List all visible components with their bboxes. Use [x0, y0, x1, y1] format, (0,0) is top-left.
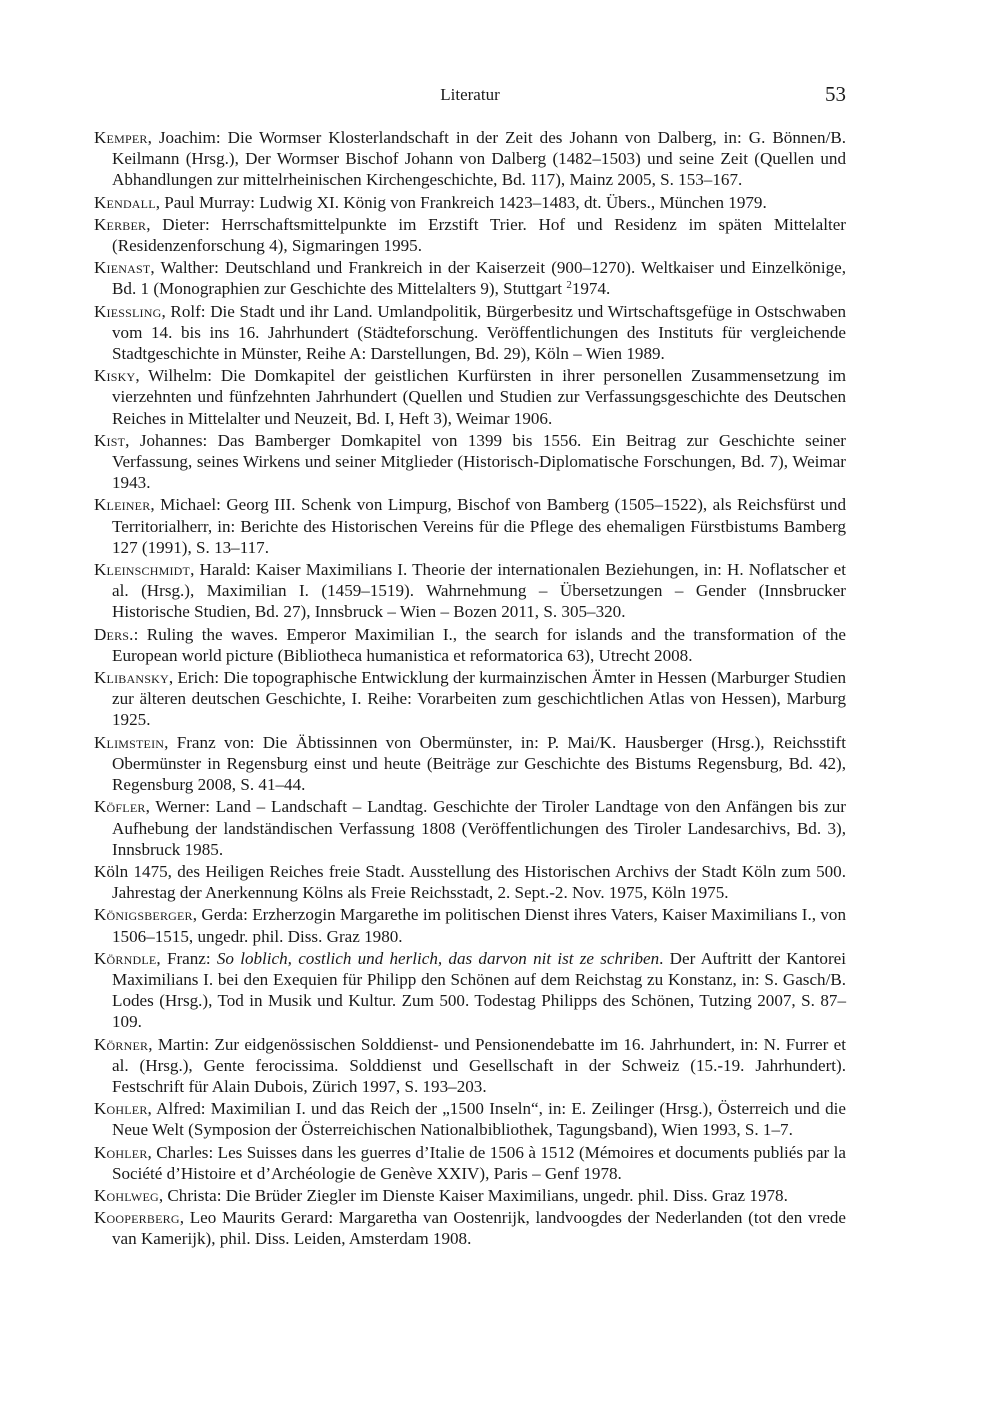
entry-author: Kist [94, 430, 126, 450]
running-head [0, 82, 1004, 108]
bibliography-entry [94, 667, 846, 731]
entry-author: Kienast [94, 258, 151, 278]
entry-author: Kiessling [94, 301, 162, 321]
entry-text: , Paul Murray: Ludwig XI. König von Frankreich 1423–1483, dt. Übers., München 1979. [155, 192, 767, 212]
entry-author: Kohler [94, 1142, 148, 1162]
entry-author: Kooperberg [94, 1208, 180, 1228]
bibliography-entry [94, 861, 846, 903]
bibliography-entry [94, 127, 846, 191]
entry-author: Ders. [94, 624, 134, 644]
entry-author: Kemper [94, 128, 148, 147]
bibliography-entry [94, 559, 846, 623]
entry-text: , Michael: Georg III. Schenk von Limpurg, Bischof von Bamberg (1505–1522), als Reichsfürst und Territorialherr, in: Berichte des Historischen Vereins für die Pflege des ehemaligen Fürstbistums Bamberg 127 (1991), S. 13–117. [112, 495, 846, 557]
entry-text: , Walther: Deutschland und Frankreich in der Kaiserzeit (900–1270). Weltkaiser und Einzelkönige, Bd. 1 (Monographien zur Geschichte des Mittelalters 9), Stuttgart [112, 258, 846, 299]
entry-text: Köln 1475, des Heiligen Reiches freie Stadt. Ausstellung des Historischen Archivs der Stadt Köln zum 500. Jahrestag der Anerkennung Kölns als Freie Reichsstadt, 2. Sept.-2. Nov. 1975, Köln 1975. [94, 861, 846, 903]
entry-text-after: . Der Auftritt der Kantorei Maximilians I. bei den Exequien für Philipp den Schönen auf dem Reichstag zu Konstanz, in: S. Gasch/B. Lodes (Hrsg.), Tod in Musik und Kultur. Zum 500. Todestag Philipps des Schönen, Tutzing 2007, S. 87–109. [112, 948, 846, 1032]
entry-text: , Martin: Zur eidgenössischen Solddienst- und Pensionendebatte im 16. Jahrhundert, in: N. Furrer et al. (Hrsg.), Gente ferocissima. Solddienst und Gesellschaft in der Schweiz (15.-19. Jahrhundert). Festschrift für Alain Dubois, Zürich 1997, S. 193–203. [112, 1034, 846, 1096]
entry-text: , Alfred: Maximilian I. und das Reich der „1500 Inseln“, in: E. Zeilinger (Hrsg.), Österreich und die Neue Welt (Symposion der Österreichischen Nationalbibliothek, Tagungsband), Wien 1993, S. 1–7. [112, 1099, 846, 1140]
entry-text: , Wilhelm: Die Domkapitel der geistlichen Kurfürsten in ihrer personellen Zusammensetzung im vierzehnten und fünfzehnten Jahrhundert (Quellen und Studien zur Verfassungsgeschichte des Deutschen Reiches in Mittelalter und Neuzeit, Bd. I, Heft 3), Weimar 1906. [112, 366, 846, 428]
bibliography-entry [94, 365, 846, 429]
bibliography-entry [94, 1185, 846, 1206]
entry-text: , Franz: [156, 948, 217, 968]
entry-text: , Joachim: Die Wormser Klosterlandschaft in der Zeit des Johann von Dalberg, in: G. Bönnen/B. Keilmann (Hrsg.), Der Wormser Bischof Johann von Dalberg (1482–1503) und seine Zeit (Quellen und Abhandlungen zur mittelrheinischen Kirchengeschichte, Bd. 117), Mainz 2005, S. 153–167. [112, 128, 846, 190]
entry-text: : Ruling the waves. Emperor Maximilian I., the search for islands and the transformation of the European world picture (Bibliotheca humanistica et reformatorica 63), Utrecht 2008. [112, 624, 846, 665]
entry-author: Kleinschmidt [94, 560, 191, 580]
entry-author: Klibansky [94, 668, 169, 688]
entry-author: Klimstein [94, 732, 165, 752]
running-title: Literatur [440, 85, 500, 104]
bibliography-entry [94, 904, 846, 946]
entry-italic-title: So loblich, costlich und herlich, das darvon nit ist ze schriben [216, 948, 660, 968]
entry-text: , Harald: Kaiser Maximilians I. Theorie der internationalen Beziehungen, in: H. Noflatscher et al. (Hrsg.), Maximilian I. (1459–1519). Wahrnehmung – Übersetzungen – Gender (Innsbrucker Historische Studien, Bd. 27), Innsbruck – Wien – Bozen 2011, S. 305–320. [112, 560, 846, 622]
bibliography-entry [94, 301, 846, 365]
bibliography-entry [94, 214, 846, 256]
entry-author: Körner [94, 1034, 149, 1054]
bibliography-entry [94, 494, 846, 558]
bibliography-entry [94, 192, 846, 213]
entry-author: Körndle [94, 948, 157, 968]
entry-text: , Erich: Die topographische Entwicklung der kurmainzischen Ämter in Hessen (Marburger Studien zur älteren deutschen Geschichte, I. Reihe: Vorarbeiten zum geschichtlichen Atlas von Hessen), Marburg 1925. [112, 668, 846, 730]
bibliography-list [94, 127, 846, 1251]
bibliography-entry [94, 1142, 846, 1184]
bibliography-entry [94, 430, 846, 494]
bibliography-entry [94, 1207, 846, 1249]
entry-author: Köfler [94, 797, 146, 817]
entry-author: Kleiner [94, 495, 151, 515]
entry-text: , Johannes: Das Bamberger Domkapitel von 1399 bis 1556. Ein Beitrag zur Geschichte seiner Verfassung, seines Wirkens und seiner Mitglieder (Historisch-Diplomatische Forschungen, Bd. 7), Weimar 1943. [112, 430, 846, 493]
bibliography-entry [94, 796, 846, 860]
bibliography-entry [94, 1098, 846, 1140]
entry-text: , Rolf: Die Stadt und ihr Land. Umlandpolitik, Bürgerbesitz und Wirtschaftsgefüge in Ostschwaben vom 14. bis ins 16. Jahrhundert (Städteforschung. Veröffentlichungen des Instituts für vergleichende Stadtgeschichte in Münster, Reihe A: Darstellungen, Bd. 29), Köln – Wien 1989. [112, 301, 846, 364]
entry-text: , Werner: Land – Landschaft – Landtag. Geschichte der Tiroler Landtage von den Anfängen bis zur Aufhebung der landständischen Verfassung 1808 (Veröffentlichungen des Tiroler Landesarchivs, Bd. 3), Innsbruck 1985. [112, 797, 846, 859]
entry-author: Kendall [94, 192, 156, 212]
entry-text-after: 1974. [571, 279, 611, 299]
entry-text: , Christa: Die Brüder Ziegler im Dienste Kaiser Maximilians, ungedr. phil. Diss. Graz 1978. [158, 1185, 788, 1205]
bibliography-entry [94, 948, 846, 1033]
entry-text: , Leo Maurits Gerard: Margaretha van Oostenrijk, landvoogdes der Nederlanden (tot den vrede van Kamerijk), phil. Diss. Leiden, Amsterdam 1908. [112, 1208, 846, 1249]
entry-author: Kohlweg [94, 1185, 159, 1205]
entry-text: , Dieter: Herrschaftsmittelpunkte im Erzstift Trier. Hof und Residenz im späten Mittelalter (Residenzenforschung 4), Sigmaringen 1995. [112, 214, 846, 256]
entry-text: , Gerda: Erzherzogin Margarethe im politischen Dienst ihres Vaters, Kaiser Maximilians I., von 1506–1515, ungedr. phil. Diss. Graz 1980. [112, 905, 846, 946]
page-number: 53 [825, 82, 846, 106]
entry-text: , Franz von: Die Äbtissinnen von Obermünster, in: P. Mai/K. Hausberger (Hrsg.), Reichsstift Obermünster in Regensburg einst und heute (Beiträge zur Geschichte des Bistums Regensburg, Bd. 42), Regensburg 2008, S. 41–44. [112, 732, 846, 795]
entry-author: Kohler [94, 1099, 148, 1119]
entry-author: Kerber [94, 214, 147, 234]
entry-author: Königsberger [94, 905, 193, 925]
bibliography-entry [94, 257, 846, 299]
edition-superscript: 2 [566, 279, 572, 292]
bibliography-entry [94, 624, 846, 666]
bibliography-entry [94, 732, 846, 796]
entry-author: Kisky [94, 366, 136, 386]
entry-text: , Charles: Les Suisses dans les guerres d’Italie de 1506 à 1512 (Mémoires et documents publiés par la Société d’Histoire et d’Archéologie de Genève XXIV), Paris – Genf 1978. [112, 1142, 846, 1183]
bibliography-entry [94, 1034, 846, 1098]
